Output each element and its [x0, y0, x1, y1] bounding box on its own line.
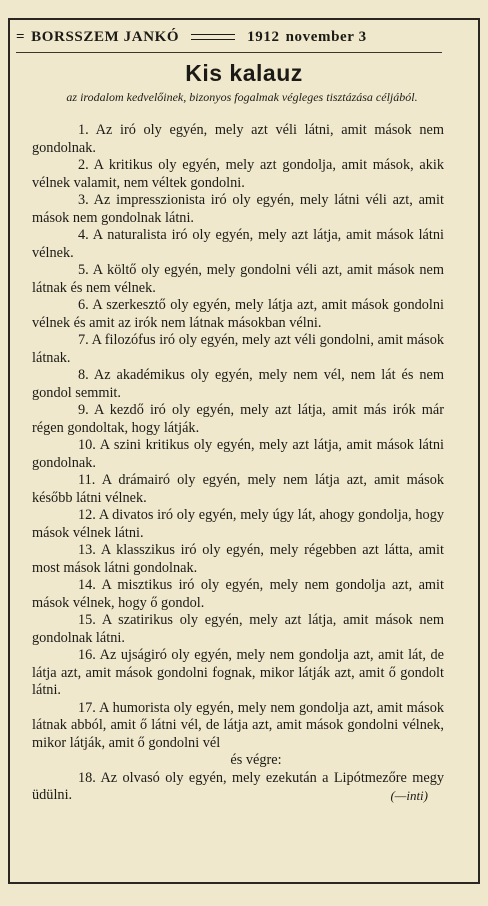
issue-year: 1912	[247, 28, 280, 45]
article-subtitle: az irodalom kedvelőinek, bizonyos fogalmak végleges tisztázása céljából.	[66, 90, 418, 104]
definition-item: 12. A divatos iró oly egyén, mely úgy lát, ahogy gondolja, hogy mások vélnek látni.	[32, 507, 444, 541]
author-signature: (—inti)	[390, 788, 428, 803]
article-body	[32, 122, 444, 805]
definition-item: 2. A kritikus oly egyén, mely azt gondolja, amit mások, akik vélnek valamit, nem véltek gondolni.	[32, 157, 444, 191]
header-divider	[16, 52, 442, 53]
definition-item: 16. Az ujságiró oly egyén, mely nem gondolja azt, amit lát, de látja azt, amit mások gondolni fognak, mikor látják azt, amit ő gondolt látni.	[32, 647, 444, 698]
publication-name: BORSSZEM JANKÓ	[31, 28, 180, 45]
definition-item: 6. A szerkesztő oly egyén, mely látja azt, amit mások gondolni vélnek és amit az irók nem látnak másokban vélni.	[32, 297, 444, 331]
definition-item: 10. A szini kritikus oly egyén, mely azt látja, amit mások látni gondolnak.	[32, 437, 444, 471]
masthead-prefix: =	[16, 28, 26, 45]
definition-item: 4. A naturalista iró oly egyén, mely azt látja, amit mások látni vélnek.	[32, 227, 444, 261]
definition-item: 11. A drámairó oly egyén, mely nem látja azt, amit mások később látni vélnek.	[32, 472, 444, 506]
definition-item: 9. A kezdő iró oly egyén, mely azt látja, amit más irók már régen gondoltak, hogy látják.	[32, 402, 444, 436]
definition-item: 13. A klasszikus iró oly egyén, mely régebben azt látta, amit most mások látni gondolnak.	[32, 542, 444, 576]
definition-item: 5. A költő oly egyén, mely gondolni véli azt, amit mások nem látnak és nem vélnek.	[32, 262, 444, 296]
definition-item: 7. A filozófus iró oly egyén, mely azt véli gondolni, amit mások látnak.	[32, 332, 444, 366]
final-item-text: 18. Az olvasó oly egyén, mely ezekután a Lipótmezőre megy üdülni.	[32, 769, 444, 803]
definition-item: 17. A humorista oly egyén, mely nem gondolja azt, amit mások látnak abból, amit ő látni vél, de látja azt, amit mások gondolni vélnek, mikor látják, amit ő gondolni vél	[32, 699, 444, 751]
definition-item: 8. Az akadémikus oly egyén, mely nem vél, nem lát és nem gondol semmit.	[32, 367, 444, 401]
masthead	[16, 24, 446, 50]
issue-date: november 3	[285, 28, 367, 45]
article-title: Kis kalauz	[185, 60, 303, 86]
masthead-rule	[191, 34, 235, 40]
definition-item: 15. A szatirikus oly egyén, mely azt látja, amit mások nem gondolnak látni.	[32, 612, 444, 646]
definition-item: 3. Az impresszionista iró oly egyén, mely látni véli azt, amit mások nem gondolnak látni.	[32, 192, 444, 226]
definition-item: 14. A misztikus iró oly egyén, mely nem gondolja azt, amit mások vélnek, hogy ő gondol.	[32, 577, 444, 611]
transition-text: és végre:	[230, 752, 282, 768]
definition-item: 1. Az iró oly egyén, mely azt véli látni, amit mások nem gondolnak.	[32, 122, 444, 156]
final-definition-item	[32, 770, 444, 805]
